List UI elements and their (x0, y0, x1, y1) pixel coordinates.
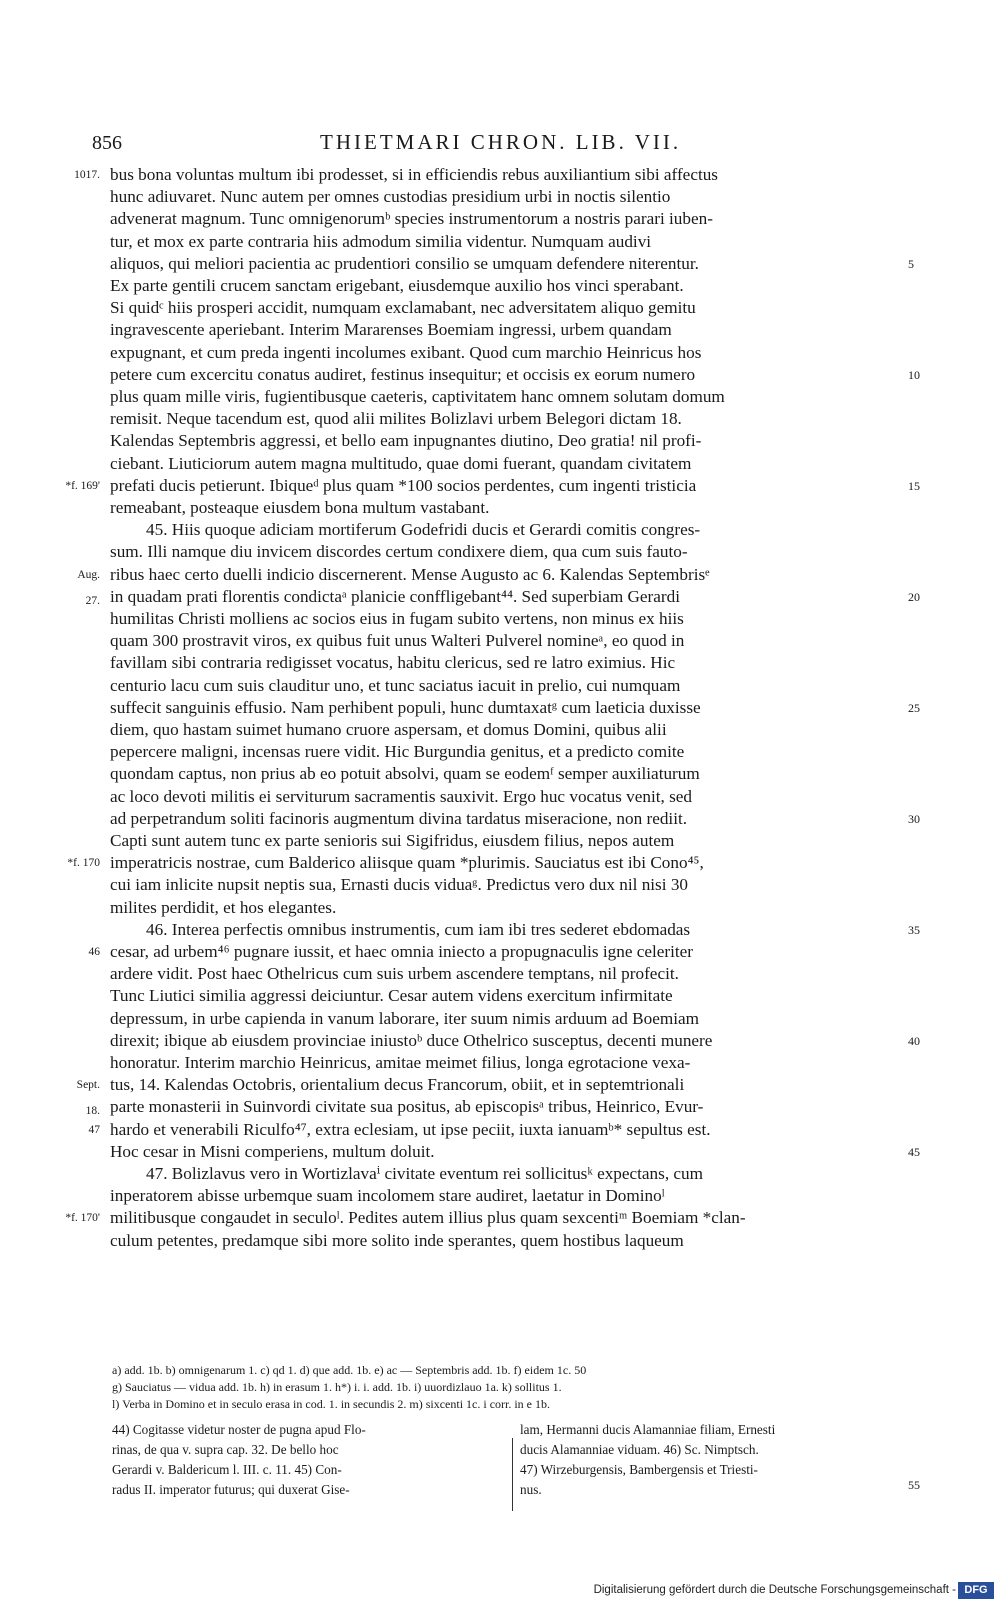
body-line: ad perpetrandum soliti facinoris augmentum divina tardatus miseracione, non rediit. (110, 808, 688, 828)
line-number: 40 (908, 1033, 920, 1048)
body-line: ingravescente aperiebant. Interim Mararenses Boemiam ingressi, urbem quandam (110, 320, 672, 340)
body-line: Tunc Liutici similia aggressi deiciuntur. Cesar autem videns exercitum infirmitate (110, 986, 673, 1006)
body-line: Kalendas Septembris aggressi, et bello eam inpugnantes diutino, Deo gratia! nil profi- (110, 431, 702, 451)
running-title: THIETMARI CHRON. LIB. VII. (320, 130, 682, 154)
body-line: direxit; ibique ab eiusdem provinciae iniustoᵇ duce Othelrico susceptus, decenti munere (110, 1030, 713, 1050)
body-line: depressum, in urbe capienda in vanum laborare, iter suum nimis arduum ad Boemiam (110, 1008, 699, 1028)
margin-note: 46 (88, 946, 100, 958)
line-number: 5 (908, 256, 914, 271)
line-number: 20 (908, 589, 920, 604)
body-line: remisit. Neque tacendum est, quod alii milites Bolizlavi urbem Belegori dictam 18. (110, 409, 682, 429)
body-line: Ex parte gentili crucem sanctam erigebant, eiusdemque auxilio hos vinci sperabant. (110, 276, 684, 295)
body-line: centurio lacu cum suis clauditur uno, et tunc saciatus iacuit in prelio, cui numquam (110, 675, 681, 695)
notes-column-divider (512, 1438, 513, 1511)
body-line: parte monasterii in Suinvordi civitate sua positus, ab episcopisᵃ tribus, Heinrico, Evur- (110, 1097, 704, 1117)
body-line: hunc adiuvaret. Nunc autem per omnes custodias presidium urbi in noctis silentio (110, 187, 671, 207)
body-line: ac loco devoti militis ei serviturum sacramentis sauxivit. Ergo huc vocatus venit, sed (110, 786, 693, 806)
body-line: militibusque congaudet in seculoˡ. Pedites autem illius plus quam sexcentiᵐ Boemiam *clan- (110, 1208, 746, 1228)
body-line: bus bona voluntas multum ibi prodesset, si in efficiendis rebus auxiliantium sibi affectus (110, 165, 718, 184)
body-line: plus quam mille viris, fugientibusque caeteris, captivitatem hanc omnem solutam domum (110, 387, 725, 406)
margin-note: 1017. (74, 169, 100, 181)
apparatus-line: g) Sauciatus — vidua add. 1b. h) in erasum 1. h*) i. i. add. 1b. i) uuordizlauo 1a. k) sollitus 1. (112, 1380, 562, 1394)
body-line: quondam captus, non prius ab eo potuit absolvi, quam se eodemᶠ semper auxiliaturum (110, 764, 700, 784)
body-line: inperatorem abisse urbemque suam incolomem stare audiret, laetatur in Dominoˡ (110, 1186, 665, 1206)
note-line: radus II. imperator futurus; qui duxerat Gise- (112, 1482, 350, 1497)
margin-note: *f. 170' (65, 1212, 100, 1225)
note-line: lam, Hermanni ducis Alamanniae filiam, Ernesti (520, 1422, 776, 1437)
body-line: expugnant, et cum preda ingenti incolumes exibant. Quod cum marchio Heinricus hos (110, 342, 702, 362)
body-line: 47. Bolizlavus vero in Wortizlavaⁱ civitate eventum rei sollicitusᵏ expectans, cum (146, 1164, 704, 1183)
body-line: pepercere maligni, incensas ruere vidit. Hic Burgundia genitus, et a predicto comite (110, 742, 685, 762)
apparatus-line: a) add. 1b. b) omnigenarum 1. c) qd 1. d) que add. 1b. e) ac — Septembris add. 1b. f) eidem 1c. 50 (112, 1363, 587, 1377)
body-line: Hoc cesar in Misni comperiens, multum doluit. (110, 1141, 435, 1161)
body-line: Capti sunt autem tunc ex parte senioris sui Sigifridus, eiusdem filius, nepos autem (110, 831, 675, 850)
note-line: 47) Wirzeburgensis, Bambergensis et Triesti- (520, 1462, 758, 1477)
body-line: ribus haec certo duelli indicio discernerent. Mense Augusto ac 6. Kalendas Septembrisᵉ (110, 564, 710, 584)
body-line: tus, 14. Kalendas Octobris, orientalium decus Francorum, obiit, et in septemtrionali (110, 1075, 685, 1095)
line-number: 45 (908, 1144, 920, 1159)
body-line: imperatricis nostrae, cum Balderico aliisque quam *plurimis. Sauciatus est ibi Cono⁴⁵, (110, 853, 704, 873)
body-line: petere cum excercitu conatus audiret, festinus insequitur; et occisis ex eorum numero (110, 364, 696, 384)
body-line: sum. Illi namque diu invicem discordes certum condixere diem, qua cum suis fauto- (110, 542, 688, 562)
note-line: nus. (520, 1482, 542, 1497)
body-line: 45. Hiis quoque adiciam mortiferum Godefridi ducis et Gerardi comitis congres- (146, 520, 701, 540)
body-line: milites perdidit, et hos elegantes. (110, 897, 337, 917)
body-line: diem, quo hastam suimet humano cruore aspersam, et domus Domini, quibus alii (110, 720, 667, 739)
line-number: 10 (908, 367, 920, 382)
body-line: favillam sibi contraria redigisset vocatus, habitu clericus, sed re latro eximius. Hic (110, 653, 676, 673)
body-line: cui iam inlicite nupsit neptis sua, Ernasti ducis viduaᵍ. Predictus vero dux nil nisi 30 (110, 875, 689, 895)
footer (0, 1580, 1000, 1602)
line-number: 25 (908, 700, 920, 715)
line-number: 15 (908, 478, 920, 493)
margin-note: *f. 169' (65, 479, 100, 492)
body-line: prefati ducis petierunt. Ibiqueᵈ plus quam *100 socios perdentes, cum ingenti tristicia (110, 475, 697, 495)
note-line: Gerardi v. Baldericum l. III. c. 11. 45) Con- (112, 1462, 342, 1477)
note-line: 44) Cogitasse videtur noster de pugna apud Flo- (112, 1422, 366, 1437)
line-number: 35 (908, 922, 920, 937)
body-line: humilitas Christi molliens ac socios eius in fugam subito vertens, non minus ex hiis (110, 609, 684, 628)
apparatus-line: l) Verba in Domino et in seculo erasa in cod. 1. in secundis 2. m) sixcenti 1c. i corr. in e 1b. (112, 1397, 551, 1411)
funding-notice: Digitalisierung gefördert durch die Deutsche Forschungsgemeinschaft - (593, 1584, 956, 1596)
body-line: cesar, ad urbem⁴⁶ pugnare iussit, et haec omnia iniecto a propugnaculis igne celeriter (110, 942, 694, 961)
margin-note: *f. 170 (67, 857, 100, 870)
body-line: Si quidᶜ hiis prosperi accidit, numquam exclamabant, nec adversitatem aliquo gemitu (110, 298, 696, 318)
body-line: advenerat magnum. Tunc omnigenorumᵇ species instrumentorum a nostris parari iuben- (110, 209, 713, 229)
margin-note: 18. (85, 1105, 100, 1118)
dfg-logo: DFG (958, 1582, 994, 1599)
body-line: tur, et mox ex parte contraria hiis admodum similia videntur. Numquam audivi (110, 231, 652, 251)
body-line: aliquos, qui meliori pacientia ac prudentiori consilio se umquam defendere niterentur. (110, 253, 699, 273)
body-line: remeabant, posteaque eiusdem bona multum vastabant. (110, 498, 490, 517)
body-line: culum petentes, predamque sibi more solito inde sperantes, quem hostibus laqueum (110, 1230, 684, 1250)
margin-note: 47 (88, 1123, 100, 1136)
note-line: ducis Alamanniae viduam. 46) Sc. Nimptsch. (520, 1442, 759, 1457)
body-line: in quadam prati florentis condictaᵃ planicie conffligebant⁴⁴. Sed superbiam Gerardi (110, 586, 680, 606)
body-line: 46. Interea perfectis omnibus instrumentis, cum iam ibi tres sederet ebdomadas (146, 919, 691, 939)
body-line: honoratur. Interim marchio Heinricus, amitae meimet filius, longa egrotacione vexa- (110, 1053, 691, 1072)
page-number: 856 (92, 132, 122, 154)
margin-note: Sept. (76, 1079, 100, 1092)
margin-note: 27. (85, 594, 100, 607)
body-line: suffecit sanguinis effusio. Nam perhibent populi, hunc dumtaxatᵍ cum laeticia duxisse (110, 697, 701, 717)
body-line: quam 300 prostravit viros, ex quibus fuit unus Walteri Pulverel nomineᵃ, eo quod in (110, 631, 685, 651)
body-line: ardere vidit. Post haec Othelricus cum suis urbem ascendere temptans, nil profecit. (110, 964, 679, 984)
margin-note: Aug. (77, 568, 100, 581)
body-line: ciebant. Liuticiorum autem magna multitudo, quae domi fuerant, quandam civitatem (110, 453, 692, 473)
line-number: 30 (908, 811, 920, 826)
page-header (0, 128, 1000, 162)
note-line: rinas, de qua v. supra cap. 32. De bello hoc (112, 1442, 339, 1457)
body-line: hardo et venerabili Riculfo⁴⁷, extra eclesiam, ut ipse peciit, iuxta ianuamᵇ* sepultus est. (110, 1119, 711, 1139)
notes-line-number: 55 (908, 1478, 920, 1492)
